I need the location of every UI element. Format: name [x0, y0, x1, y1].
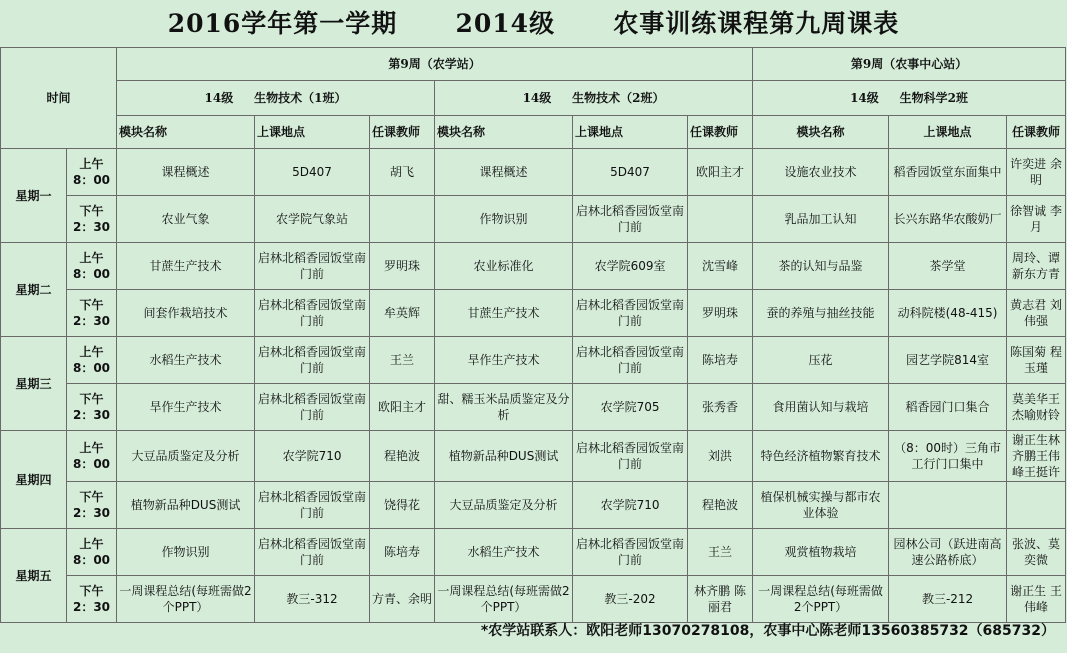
location-cell: 教三-312	[255, 576, 370, 623]
period-label: 上午	[79, 251, 104, 265]
teacher-cell	[370, 196, 435, 243]
module-cell: 甘蔗生产技术	[435, 290, 573, 337]
teacher-cell: 罗明珠	[370, 243, 435, 290]
period-morning	[67, 337, 117, 384]
period-afternoon	[67, 196, 117, 243]
module-cell: 乳品加工认知	[753, 196, 889, 243]
period-time: 2：30	[72, 314, 111, 328]
period-label: 下午	[79, 490, 104, 504]
location-cell: 启林北稻香园饭堂南门前	[255, 482, 370, 529]
schedule-table	[0, 47, 1066, 623]
teacher-cell: 谢正生林齐鹏王伟峰王挺许	[1007, 431, 1066, 482]
module-cell: 水稻生产技术	[117, 337, 255, 384]
day-row-pm	[1, 196, 1066, 243]
module-cell: 课程概述	[117, 149, 255, 196]
teacher-cell: 王兰	[370, 337, 435, 384]
period-time: 8：00	[72, 267, 111, 281]
teacher-cell: 许奕进 余明	[1007, 149, 1066, 196]
module-cell: 茶的认知与品鉴	[753, 243, 889, 290]
location-cell: 长兴东路华农酸奶厂	[889, 196, 1007, 243]
location-cell: 启林北稻香园饭堂南门前	[255, 337, 370, 384]
module-cell: 大豆品质鉴定及分析	[117, 431, 255, 482]
day-row-am	[1, 431, 1066, 482]
teacher-cell: 程艳波	[370, 431, 435, 482]
site-header-agronomy: 第9周（农学站）	[117, 48, 753, 81]
weekday-label: 星期五	[1, 529, 67, 623]
module-cell: 植物新品种DUS测试	[117, 482, 255, 529]
period-morning	[67, 529, 117, 576]
teacher-cell: 欧阳主才	[688, 149, 753, 196]
module-cell: 甘蔗生产技术	[117, 243, 255, 290]
location-cell: 启林北稻香园饭堂南门前	[255, 384, 370, 431]
location-cell: 园林公司（跃进南高速公路桥底）	[889, 529, 1007, 576]
period-morning	[67, 149, 117, 196]
location-cell: 农学院710	[255, 431, 370, 482]
teacher-cell	[688, 196, 753, 243]
day-row-am	[1, 149, 1066, 196]
period-time: 8：00	[72, 173, 111, 187]
period-time: 2：30	[72, 408, 111, 422]
class-header-1: 14级 生物技术（1班）	[117, 81, 435, 116]
period-label: 下午	[79, 392, 104, 406]
teacher-cell: 饶得花	[370, 482, 435, 529]
location-cell: 启林北稻香园饭堂南门前	[573, 529, 688, 576]
period-label: 下午	[79, 298, 104, 312]
contact-footer	[0, 611, 1065, 651]
period-label: 上午	[79, 157, 104, 171]
teacher-cell: 方青、余明	[370, 576, 435, 623]
period-time: 8：00	[72, 457, 111, 471]
teacher-cell: 谢正生 王伟峰	[1007, 576, 1066, 623]
module-cell: 水稻生产技术	[435, 529, 573, 576]
period-afternoon	[67, 482, 117, 529]
module-cell: 一周课程总结(每班需做2个PPT）	[435, 576, 573, 623]
teacher-cell: 沈雪峰	[688, 243, 753, 290]
location-cell: 启林北稻香园饭堂南门前	[255, 290, 370, 337]
module-cell: 间套作栽培技术	[117, 290, 255, 337]
column-header-module: 模块名称	[435, 116, 573, 149]
module-cell: 植物新品种DUS测试	[435, 431, 573, 482]
teacher-cell: 陈培寿	[688, 337, 753, 384]
module-cell: 观赏植物栽培	[753, 529, 889, 576]
module-cell: 旱作生产技术	[435, 337, 573, 384]
period-afternoon	[67, 384, 117, 431]
teacher-cell: 罗明珠	[688, 290, 753, 337]
module-cell: 一周课程总结(每班需做2个PPT）	[117, 576, 255, 623]
location-cell: 教三-202	[573, 576, 688, 623]
teacher-cell: 林齐鹏 陈丽君	[688, 576, 753, 623]
location-cell: （8：00时）三角市工行门口集中	[889, 431, 1007, 482]
teacher-cell: 王兰	[688, 529, 753, 576]
day-row-am	[1, 337, 1066, 384]
day-row-pm	[1, 290, 1066, 337]
location-cell: 农学院气象站	[255, 196, 370, 243]
period-time: 8：00	[72, 361, 111, 375]
teacher-cell	[1007, 482, 1066, 529]
location-cell: 稻香园饭堂东面集中	[889, 149, 1007, 196]
period-afternoon	[67, 290, 117, 337]
day-row-am	[1, 243, 1066, 290]
period-label: 上午	[79, 345, 104, 359]
teacher-cell: 张秀香	[688, 384, 753, 431]
period-label: 上午	[79, 441, 104, 455]
day-row-pm	[1, 384, 1066, 431]
period-time: 2：30	[72, 220, 111, 234]
time-header: 时间	[1, 48, 117, 149]
module-cell: 植保机械实操与都市农业体验	[753, 482, 889, 529]
teacher-cell: 张波、莫奕微	[1007, 529, 1066, 576]
site-header-farm-center: 第9周（农事中心站）	[753, 48, 1066, 81]
class-header-2: 14级 生物技术（2班）	[435, 81, 753, 116]
module-cell: 设施农业技术	[753, 149, 889, 196]
module-cell: 旱作生产技术	[117, 384, 255, 431]
module-cell: 课程概述	[435, 149, 573, 196]
location-cell: 5D407	[255, 149, 370, 196]
period-morning	[67, 243, 117, 290]
period-label: 上午	[79, 537, 104, 551]
period-label: 下午	[79, 204, 104, 218]
class-header-3: 14级 生物科学2班	[753, 81, 1066, 116]
module-cell: 农业气象	[117, 196, 255, 243]
period-label: 下午	[79, 584, 104, 598]
location-cell: 动科院楼(48-415)	[889, 290, 1007, 337]
teacher-cell: 牟英辉	[370, 290, 435, 337]
column-header-location: 上课地点	[255, 116, 370, 149]
module-cell: 甜、糯玉米品质鉴定及分析	[435, 384, 573, 431]
column-header-teacher: 任课教师	[370, 116, 435, 149]
module-cell: 压花	[753, 337, 889, 384]
location-cell: 稻香园门口集合	[889, 384, 1007, 431]
location-cell: 5D407	[573, 149, 688, 196]
location-cell: 启林北稻香园饭堂南门前	[573, 337, 688, 384]
teacher-cell: 黄志君 刘伟强	[1007, 290, 1066, 337]
module-cell: 作物识别	[435, 196, 573, 243]
column-header-location: 上课地点	[573, 116, 688, 149]
weekday-label: 星期二	[1, 243, 67, 337]
column-header-location: 上课地点	[889, 116, 1007, 149]
period-time: 2：30	[72, 506, 111, 520]
column-header-teacher: 任课教师	[1007, 116, 1066, 149]
column-header-module: 模块名称	[117, 116, 255, 149]
weekday-label: 星期三	[1, 337, 67, 431]
location-cell: 启林北稻香园饭堂南门前	[255, 529, 370, 576]
weekday-label: 星期四	[1, 431, 67, 529]
column-header-module: 模块名称	[753, 116, 889, 149]
module-cell: 食用菌认知与栽培	[753, 384, 889, 431]
location-cell: 启林北稻香园饭堂南门前	[573, 290, 688, 337]
day-row-pm	[1, 482, 1066, 529]
location-cell: 农学院609室	[573, 243, 688, 290]
teacher-cell: 胡飞	[370, 149, 435, 196]
period-morning	[67, 431, 117, 482]
day-row-am	[1, 529, 1066, 576]
page-title: 2016学年第一学期 2014级 农事训练课程第九周课表	[167, 9, 900, 38]
teacher-cell: 刘洪	[688, 431, 753, 482]
location-cell: 茶学堂	[889, 243, 1007, 290]
teacher-cell: 欧阳主才	[370, 384, 435, 431]
contact-text: *农学站联系人：欧阳老师13070278108，农事中心陈老师13560385732（685732）	[480, 623, 1055, 639]
module-cell: 蚕的养殖与抽丝技能	[753, 290, 889, 337]
location-cell: 启林北稻香园饭堂南门前	[573, 431, 688, 482]
teacher-cell: 程艳波	[688, 482, 753, 529]
column-header-teacher: 任课教师	[688, 116, 753, 149]
teacher-cell: 陈国菊 程玉瑾	[1007, 337, 1066, 384]
location-cell: 农学院710	[573, 482, 688, 529]
teacher-cell: 陈培寿	[370, 529, 435, 576]
teacher-cell: 莫美华王杰喻财铃	[1007, 384, 1066, 431]
location-cell: 启林北稻香园饭堂南门前	[255, 243, 370, 290]
teacher-cell: 周玲、谭新东方青	[1007, 243, 1066, 290]
module-cell: 农业标准化	[435, 243, 573, 290]
module-cell: 特色经济植物繁育技术	[753, 431, 889, 482]
module-cell: 一周课程总结(每班需做2个PPT）	[753, 576, 889, 623]
weekday-label: 星期一	[1, 149, 67, 243]
location-cell: 教三-212	[889, 576, 1007, 623]
location-cell: 园艺学院814室	[889, 337, 1007, 384]
period-time: 2：30	[72, 600, 111, 614]
teacher-cell: 徐智诚 李月	[1007, 196, 1066, 243]
location-cell: 农学院705	[573, 384, 688, 431]
location-cell	[889, 482, 1007, 529]
period-time: 8：00	[72, 553, 111, 567]
location-cell: 启林北稻香园饭堂南门前	[573, 196, 688, 243]
module-cell: 大豆品质鉴定及分析	[435, 482, 573, 529]
module-cell: 作物识别	[117, 529, 255, 576]
